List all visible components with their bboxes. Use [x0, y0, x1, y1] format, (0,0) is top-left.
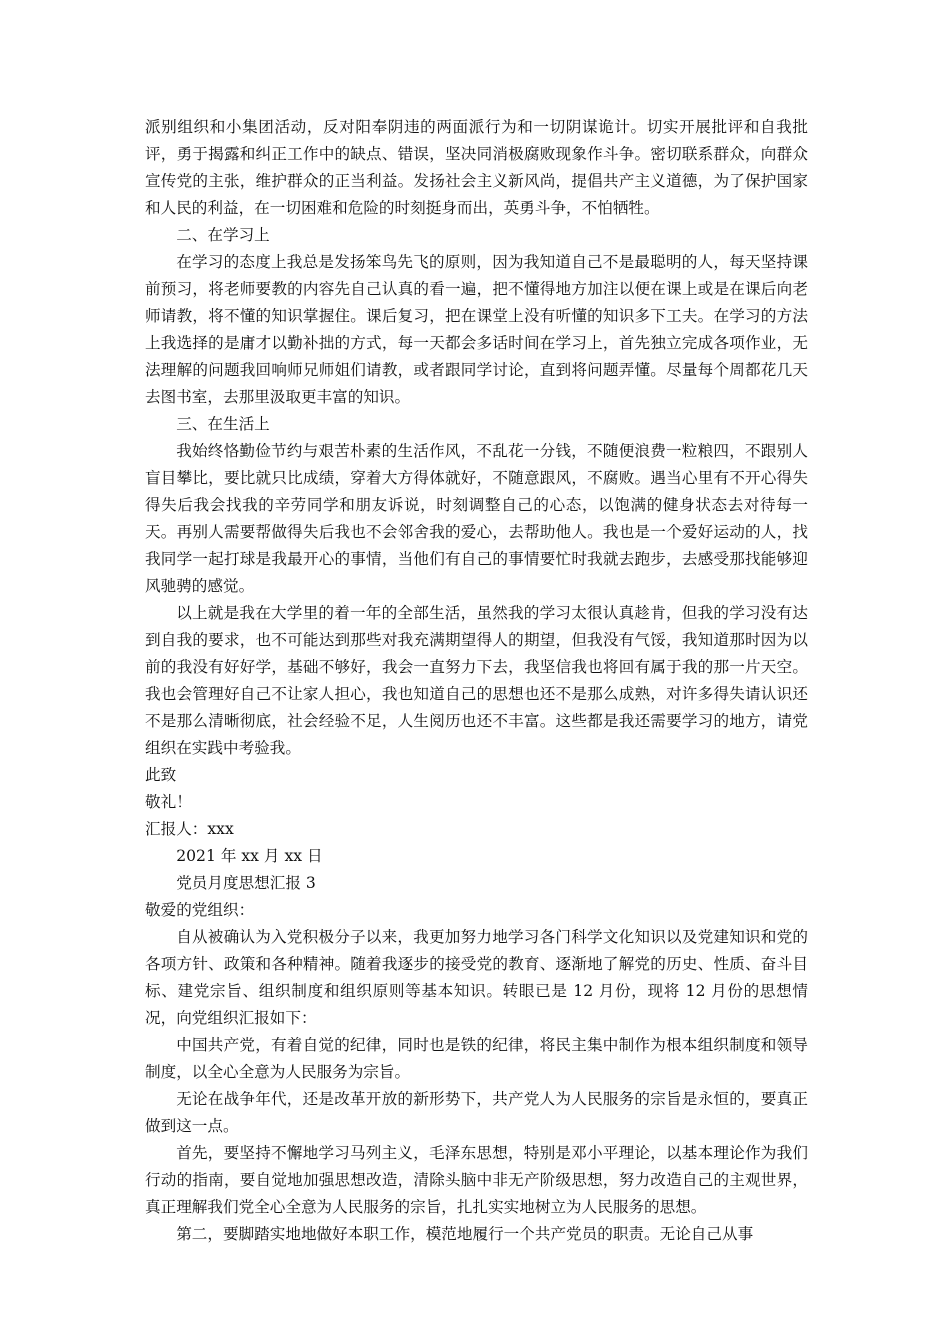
paragraph-party-discipline: 中国共产党，有着自觉的纪律，同时也是铁的纪律，将民主集中制作为根本组织制度和领导制度，以全心全意为人民服务为宗旨。 — [145, 1036, 808, 1081]
reporter-line: 汇报人：xxx — [145, 820, 234, 838]
closing-regards: 敬礼！ — [145, 793, 192, 811]
paragraph-party-discipline-continued: 派别组织和小集团活动，反对阳奉阴违的两面派行为和一切阴谋诡计。切实开展批评和自我批评，勇于揭露和纠正工作中的缺点、错误，坚决同消极腐败现象作斗争。密切联系群众，向群众宣传党的主张，维护群众的正当利益。发扬社会主义新风尚，提倡共产主义道德，为了保护国家和人民的利益，在一切困难和危险的时刻挺身而出，英勇斗争，不怕牺牲。 — [145, 118, 808, 217]
section-title-report-3: 党员月度思想汇报 3 — [176, 874, 316, 892]
paragraph-summary: 以上就是我在大学里的着一年的全部生活，虽然我的学习太很认真趁肯，但我的学习没有达到自我的要求，也不可能达到那些对我充满期望得人的期望，但我没有气馁，我知道那时因为以前的我没有好好学，基础不够好，我会一直努力下去，我坚信我也将回有属于我的那一片天空。我也会管理好自己不让家人担心，我也知道自己的思想也还不是那么成熟，对许多得失请认识还不是那么清晰彻底，社会经验不足，人生阅历也还不丰富。这些都是我还需要学习的地方，请党组织在实践中考验我。 — [145, 604, 808, 757]
paragraph-second-point: 第二，要脚踏实地地做好本职工作，模范地履行一个共产党员的职责。无论自己从事 — [176, 1225, 754, 1243]
document-page — [145, 114, 808, 1248]
paragraph-first-point: 首先，要坚持不懈地学习马列主义，毛泽东思想，特别是邓小平理论，以基本理论作为我们行动的指南，要自觉地加强思想改造，清除头脑中非无产阶级思想，努力改造自己的主观世界，真正理解我们党全心全意为人民服务的宗旨，扎扎实实地树立为人民服务的思想。 — [145, 1144, 808, 1216]
paragraph-life: 我始终恪勤俭节约与艰苦朴素的生活作风，不乱花一分钱，不随便浪费一粒粮四，不跟别人盲目攀比，要比就只比成绩，穿着大方得体就好，不随意跟风，不腐败。遇当心里有不开心得失得失后我会找我的辛劳同学和朋友诉说，时刻调整自己的心态，以饱满的健身状态去对待每一天。再别人需要帮做得失后我也不会邻舍我的爱心，去帮助他人。我也是一个爱好运动的人，找我同学一起打球是我最开心的事情，当他们有自己的事情要忙时我就去跑步，去感受那找能够迎风驰骋的感觉。 — [145, 442, 808, 595]
paragraph-study: 在学习的态度上我总是发扬笨鸟先飞的原则，因为我知道自己不是最聪明的人，每天坚持课前预习，将老师要教的内容先自己认真的看一遍，把不懂得地方加注以便在课上或是在课后向老师请教，将不懂的知识掌握住。课后复习，把在课堂上没有听懂的知识多下工夫。在学习的方法上我选择的是庸才以勤补拙的方式，每一天都会多话时间在学习上，首先独立完成各项作业，无法理解的问题我回响师兄师姐们请教，或者跟同学讨论，直到将问题弄懂。尽量每个周都花几天去图书室，去那里汲取更丰富的知识。 — [145, 253, 808, 406]
greeting-line: 敬爱的党组织： — [145, 901, 255, 919]
paragraph-serve-people: 无论在战争年代，还是改革开放的新形势下，共产党人为人民服务的宗旨是永恒的，要真正做到这一点。 — [145, 1090, 808, 1135]
date-line: 2021 年 xx 月 xx 日 — [176, 847, 323, 865]
heading-study: 二、在学习上 — [176, 226, 270, 244]
closing-salutation: 此致 — [145, 766, 177, 784]
heading-life: 三、在生活上 — [176, 415, 270, 433]
paragraph-intro: 自从被确认为入党积极分子以来，我更加努力地学习各门科学文化知识以及党建知识和党的各项方针、政策和各种精神。随着我逐步的接受党的教育、逐渐地了解党的历史、性质、奋斗目标、建党宗旨、组织制度和组织原则等基本知识。转眼已是 12 月份，现将 12 月份的思想情况，向党组织汇报如下： — [145, 928, 808, 1027]
